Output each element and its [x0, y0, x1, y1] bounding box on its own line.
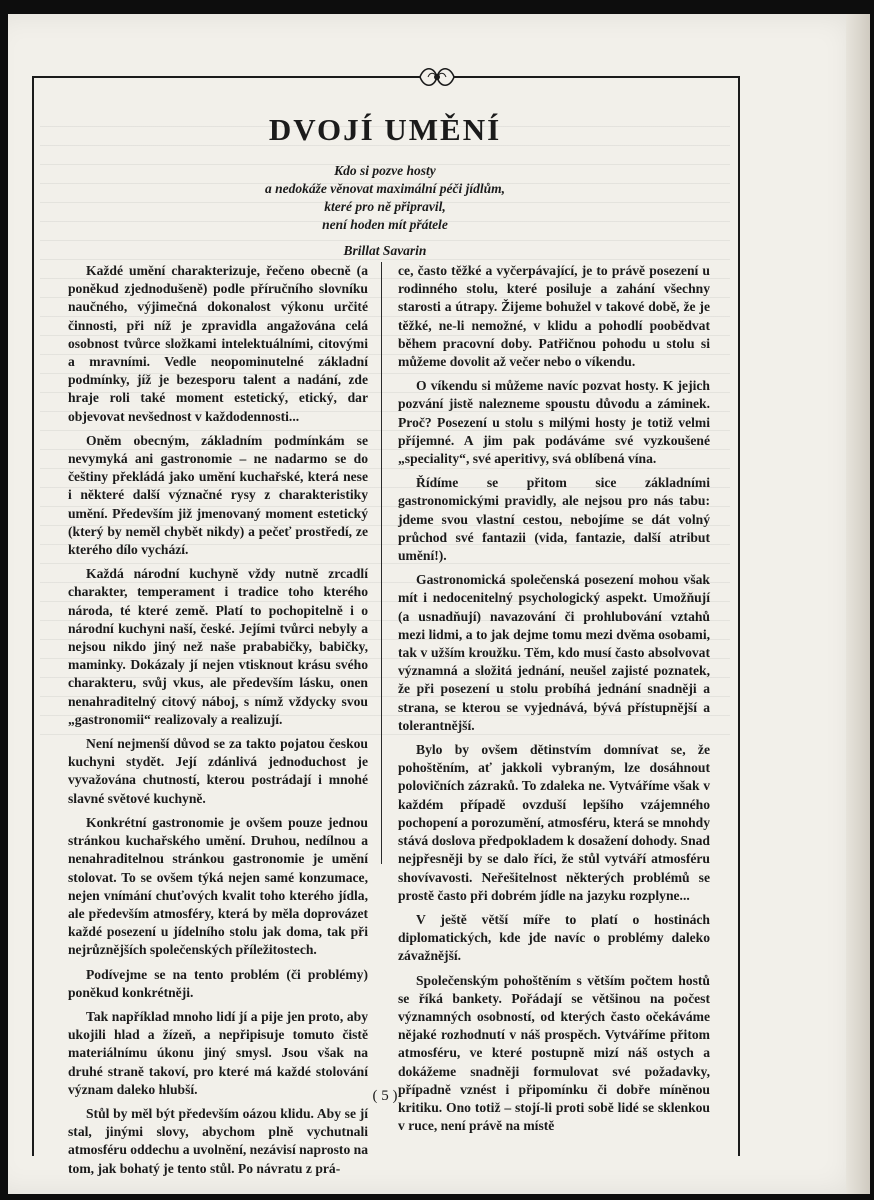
- epigraph-line: a nedokáže věnovat maximální péči jídlům,: [265, 181, 505, 196]
- ornament-icon: [402, 62, 472, 92]
- epigraph-line: Kdo si pozve hosty: [334, 163, 436, 178]
- paragraph: Řídíme se přitom sice základními gastronomickými pravidly, ale nejsou pro nás tabu: jdeme svou vlastní cestou, nebojíme se dát volný průchod své fantazii (vida, fantazie, další atribut umění!).: [398, 475, 710, 564]
- epigraph-line: není hoden mít přátele: [322, 217, 448, 232]
- paragraph: Každé umění charakterizuje, řečeno obecně (a poněkud zjednodušeně) podle příručního slovníku naučného, výjimečná dokonalost výkonu určité činnosti, při níž je zpravidla angažována celá osobnost tvůrce složkami intelektuálními, citovými a mravními. Vedle neopominutelné základní podmínky, jíž je bezesporu talent a nadání, zde hraje roli také moment estetický, etický, dar objevovat nevšednost v každodennosti...: [68, 263, 368, 424]
- paragraph: Konkrétní gastronomie je ovšem pouze jednou stránkou kuchařského umění. Druhou, nedílnou a nenahraditelnou stránkou gastronomie je umění stolovat. To se ovšem týká nejen samé konzumace, nejen vnímání chuťových kvalit toho kterého jídla, ale především atmosféry, která by měla doprovázet každé posezení u jídelního stolu jak doma, tak při nejrůznějších společenských příležitostech.: [68, 814, 368, 958]
- page-title: DVOJÍ UMĚNÍ: [268, 112, 502, 147]
- left-column: [68, 262, 368, 1184]
- paragraph: Každá národní kuchyně vždy nutně zrcadlí charakter, temperament i tradice toho kterého národa, té které země. Platí to pochopitelně i o národní kuchyni naší, české. Jejími tvůrci nebyly a nejsou nikdo jiný než naše prababičky, babičky, maminky. Dokázaly jí nejen vtisknout krásu svého charakteru, svůj vkus, ale především lásku, onen nenahraditelný citový náboj, s nímž vždycky svou „gastronomii“ realizovaly a realizují.: [68, 566, 368, 727]
- frame-border-top-right: [472, 76, 740, 78]
- page-number: ( 5 ): [372, 1088, 398, 1104]
- epigraph-line: které pro ně připravil,: [324, 199, 446, 214]
- paragraph: V ještě větší míře to platí o hostinách diplomatických, kde jde navíc o problémy daleko závažnější.: [398, 911, 710, 964]
- epigraph-author: Brillat Savarin: [343, 243, 427, 258]
- paragraph: Oněm obecným, základním podmínkám se nevymyká ani gastronomie – ne nadarmo se do češtiny překládá jako umění kuchařské, která nese i některé další význačné rysy z charakteristiky umění. Především již jmenovaný moment estetický (který by neměl chybět nikdy) a pečeť prostředí, ze kterého dílo vychází.: [68, 432, 368, 558]
- paragraph: O víkendu si můžeme navíc pozvat hosty. K jejich pozvání jistě nalezneme spoustu důvodu a záminek. Proč? Posezení u stolu s milými hosty je totiž velmi příjemné. A jim pak podáváme své vyzkoušené „speciality“, své aperitivy, svá oblíbená vína.: [398, 378, 710, 467]
- epigraph: [180, 162, 590, 260]
- paragraph: ce, často těžké a vyčerpávající, je to právě posezení u rodinného stolu, které posiluje a zahání všechny starosti a útrapy. Žijeme bohužel v takové době, že je těžké, ne-li nemožné, v klidu a pohodlí poobědvat během pracovní doby. Patřičnou pohodu u stolu si můžeme dovolit až večer nebo o víkendu.: [398, 263, 710, 370]
- paragraph: Gastronomická společenská posezení mohou však mít i nedocenitelný psychologický aspekt. Umožňují (a usnadňují) navazování či prohlubování vztahů mezi lidmi, a to jak dejme tomu mezi dvěma osobami, tak v užším kroužku. Těm, kdo musí často absolvovat významná a složitá jednání, neušel zajisté poznatek, že při posezení u stolu probíhá jednání snadněji a strana, se kterou se vyjednává, bývá přístupnější a tolerantnější.: [398, 572, 710, 733]
- frame-border-left: [32, 76, 34, 1156]
- right-column: [398, 262, 710, 1141]
- paragraph: Stůl by měl být především oázou klidu. Aby se jí stal, jinými slovy, abychom plně vychutnali atmosféru oddechu a uvolnění, nezávisí naprosto na tom, jak bohatý je tento stůl. Po návratu z prá-: [68, 1105, 368, 1176]
- frame-border-top-left: [32, 76, 402, 78]
- column-divider: [381, 262, 382, 864]
- paragraph: Tak například mnoho lidí jí a pije jen proto, aby ukojili hlad a žízeň, a nepřipisuje tomuto čistě materiálnímu úkonu jiný smysl. Jsou však na druhé straně takoví, pro které má každé stolování význam daleko hlubší.: [68, 1008, 368, 1097]
- paragraph: Společenským pohoštěním s větším počtem hostů se říká bankety. Pořádají se většinou na počest významných osobností, od kterých často očekáváme nějaké rozhodnutí v náš prospěch. Vytváříme přitom atmosféru, ve které postupně mizí náš ostych a dokážeme snadněji formulovat své požadavky, případně vznést i připomínku či dobře míněnou kritiku. Ono totiž – stojí-li proti sobě lidé se sklenkou v ruce, není právě na místě: [398, 972, 710, 1134]
- paragraph: Podívejme se na tento problém (či problémy) poněkud konkrétněji.: [68, 966, 368, 1000]
- paragraph: Bylo by ovšem dětinstvím domnívat se, že pohoštěním, ať jakkoli vybraným, lze dosáhnout polovičních zázraků. To zdaleka ne. Vytváříme však v každém případě ovzduší lepšího vzájemného pochopení a porozumění, atmosféru, která se mnohdy stává doslova předpokladem k dosažení dohody. Snad nejpřesněji by se dalo říci, že stůl vytváří atmosféru shovívavosti. Neřešitelnost některých problémů se prostě často při dobrém jídle na jazyku rozplyne...: [398, 742, 710, 903]
- frame-border-right: [738, 76, 740, 1156]
- page-edge: [846, 14, 870, 1194]
- paragraph: Není nejmenší důvod se za takto pojatou českou kuchyni stydět. Její zdánlivá jednoduchost je vyvažována chutností, kterou postrádají i mnohé slavné světové kuchyně.: [68, 736, 368, 806]
